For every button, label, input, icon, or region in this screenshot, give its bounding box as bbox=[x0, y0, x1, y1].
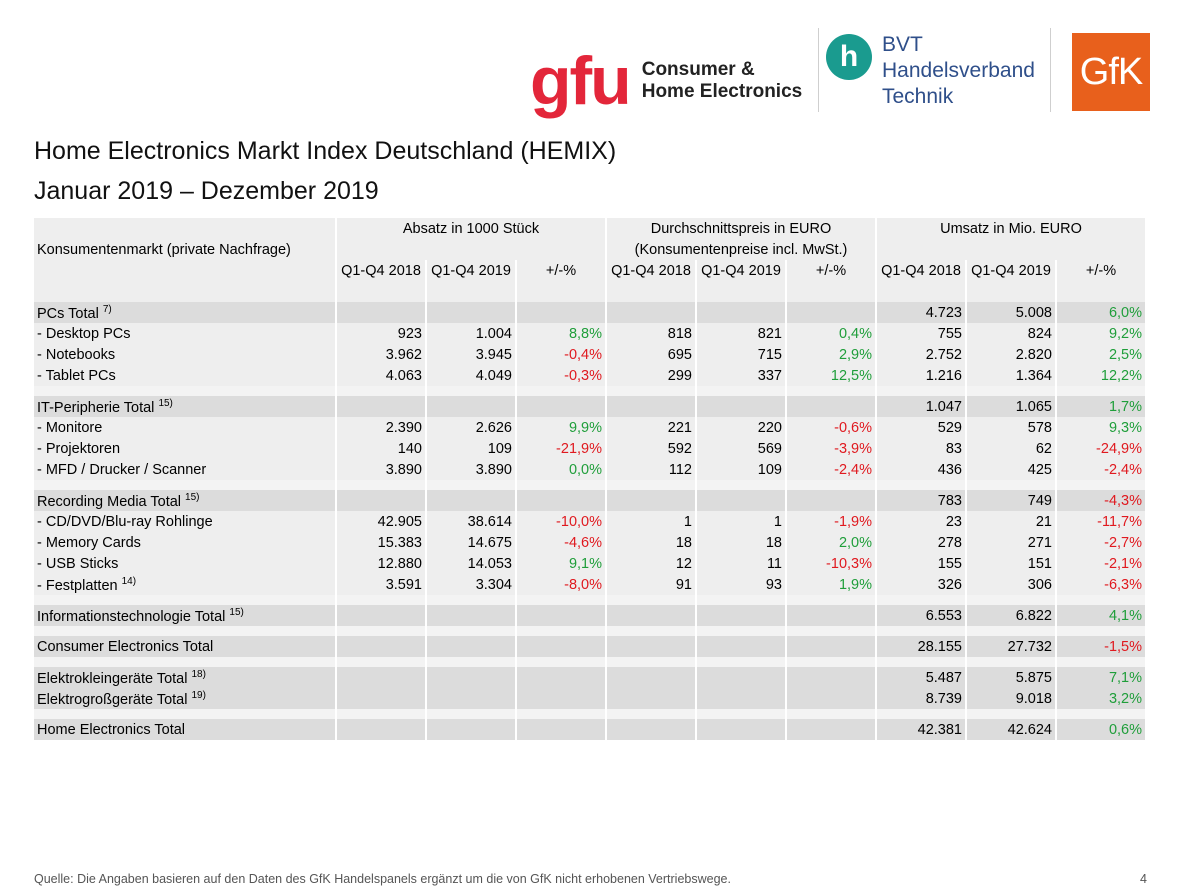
source-footnote: Quelle: Die Angaben basieren auf den Daten des GfK Handelspanels ergänzt um die von GfK nicht erhobenen Vertriebswege. bbox=[34, 872, 731, 886]
table-row-ce-total: Consumer Electronics Total 28.155 27.732 -1,5% bbox=[34, 636, 1146, 657]
spacer-row bbox=[34, 281, 1146, 302]
table-row-pcs-total: PCs Total $^{7)}$ 4.723 5.008 6,0% bbox=[34, 302, 1146, 323]
table-row-eg-total: Elektrogroßgeräte Total $^{19)}$ 8.739 9.018 3,2% bbox=[34, 688, 1146, 709]
spacer-row bbox=[34, 386, 1146, 396]
gfu-tagline-line1: Consumer & bbox=[641, 59, 755, 80]
spacer-row bbox=[34, 709, 1146, 719]
table-row: - Projektoren 140 109 -21,9% 592 569 -3,9% 83 62 -24,9% bbox=[34, 438, 1146, 459]
col-header: Q1-Q4 2019 bbox=[426, 260, 516, 281]
col-header: Q1-Q4 2019 bbox=[966, 260, 1056, 281]
col-header: Q1-Q4 2018 bbox=[336, 260, 426, 281]
table-row-rec-total: Recording Media Total $^{15)}$ 783 749 -4,3% bbox=[34, 490, 1146, 511]
row-label: Recording Media Total $^{15)}$ bbox=[34, 490, 336, 511]
page-title: Home Electronics Markt Index Deutschland (HEMIX) bbox=[34, 137, 617, 165]
table-row-it-total: Informationstechnologie Total $^{15)}$ 6.553 6.822 4,1% bbox=[34, 605, 1146, 626]
bvt-logo bbox=[826, 32, 1035, 110]
price-note: (Konsumentenpreise incl. MwSt.) bbox=[606, 239, 876, 260]
row-label: Elektrogroßgeräte Total $^{19)}$ bbox=[34, 688, 336, 709]
spacer-row bbox=[34, 626, 1146, 636]
row-label-header: Konsumentenmarkt (private Nachfrage) bbox=[34, 239, 336, 260]
spacer-row bbox=[34, 595, 1146, 605]
bvt-name bbox=[882, 32, 1035, 110]
col-header: +/-% bbox=[516, 260, 606, 281]
table-row: - Notebooks 3.962 3.945 -0,4% 695 715 2,9% 2.752 2.820 2,5% bbox=[34, 344, 1146, 365]
gfu-logo bbox=[530, 43, 803, 119]
header-row-groups bbox=[34, 218, 1146, 239]
table-row-he-total: Home Electronics Total 42.381 42.624 0,6% bbox=[34, 719, 1146, 740]
table-row: - Memory Cards 15.383 14.675 -4,6% 18 18 2,0% 278 271 -2,7% bbox=[34, 532, 1146, 553]
gfu-tagline bbox=[642, 59, 803, 103]
row-label: Informationstechnologie Total $^{15)}$ bbox=[34, 605, 336, 626]
table-row: - Tablet PCs 4.063 4.049 -0,3% 299 337 12,5% 1.216 1.364 12,2% bbox=[34, 365, 1146, 386]
group-header-umsatz: Umsatz in Mio. EURO bbox=[876, 218, 1146, 239]
table-row: - CD/DVD/Blu-ray Rohlinge 42.905 38.614 -10,0% 1 1 -1,9% 23 21 -11,7% bbox=[34, 511, 1146, 532]
group-header-absatz: Absatz in 1000 Stück bbox=[336, 218, 606, 239]
table-row-itp-total: IT-Peripherie Total $^{15)}$ 1.047 1.065 1,7% bbox=[34, 396, 1146, 417]
col-header: Q1-Q4 2018 bbox=[876, 260, 966, 281]
table-row: - USB Sticks 12.880 14.053 9,1% 12 11 -10,3% 155 151 -2,1% bbox=[34, 553, 1146, 574]
table-row: - MFD / Drucker / Scanner 3.890 3.890 0,0% 112 109 -2,4% 436 425 -2,4% bbox=[34, 459, 1146, 480]
logo-divider bbox=[1050, 28, 1051, 112]
row-label: Elektrokleingeräte Total $^{18)}$ bbox=[34, 667, 336, 688]
table-row: - Festplatten $^{14)}$ 3.591 3.304 -8,0% 91 93 1,9% 326 306 -6,3% bbox=[34, 574, 1146, 595]
page-number: 4 bbox=[1140, 872, 1147, 886]
gfk-logo: GfK bbox=[1072, 33, 1150, 111]
header-row-columns bbox=[34, 260, 1146, 281]
logo-divider bbox=[818, 28, 819, 112]
row-label: IT-Peripherie Total $^{15)}$ bbox=[34, 396, 336, 417]
bvt-line1: BVT bbox=[882, 33, 923, 56]
row-label: PCs Total $^{7)}$ bbox=[34, 302, 336, 323]
header-row-label bbox=[34, 239, 1146, 260]
bvt-icon: h bbox=[826, 34, 872, 80]
hemix-table bbox=[34, 218, 1147, 740]
table-row-ek-total: Elektrokleingeräte Total $^{18)}$ 5.487 5.875 7,1% bbox=[34, 667, 1146, 688]
group-header-preis: Durchschnittspreis in EURO bbox=[606, 218, 876, 239]
bvt-line3: Technik bbox=[882, 85, 954, 108]
page-subtitle: Januar 2019 – Dezember 2019 bbox=[34, 177, 379, 205]
row-label: - Festplatten $^{14)}$ bbox=[34, 574, 336, 595]
gfu-wordmark: gfu bbox=[530, 43, 630, 119]
spacer-row bbox=[34, 657, 1146, 667]
col-header: +/-% bbox=[1056, 260, 1146, 281]
col-header: Q1-Q4 2018 bbox=[606, 260, 696, 281]
gfu-tagline-line2: Home Electronics bbox=[641, 81, 803, 102]
table-row: - Desktop PCs 923 1.004 8,8% 818 821 0,4% 755 824 9,2% bbox=[34, 323, 1146, 344]
col-header: +/-% bbox=[786, 260, 876, 281]
spacer-row bbox=[34, 480, 1146, 490]
bvt-line2: Handelsverband bbox=[882, 59, 1035, 82]
col-header: Q1-Q4 2019 bbox=[696, 260, 786, 281]
table-row: - Monitore 2.390 2.626 9,9% 221 220 -0,6% 529 578 9,3% bbox=[34, 417, 1146, 438]
